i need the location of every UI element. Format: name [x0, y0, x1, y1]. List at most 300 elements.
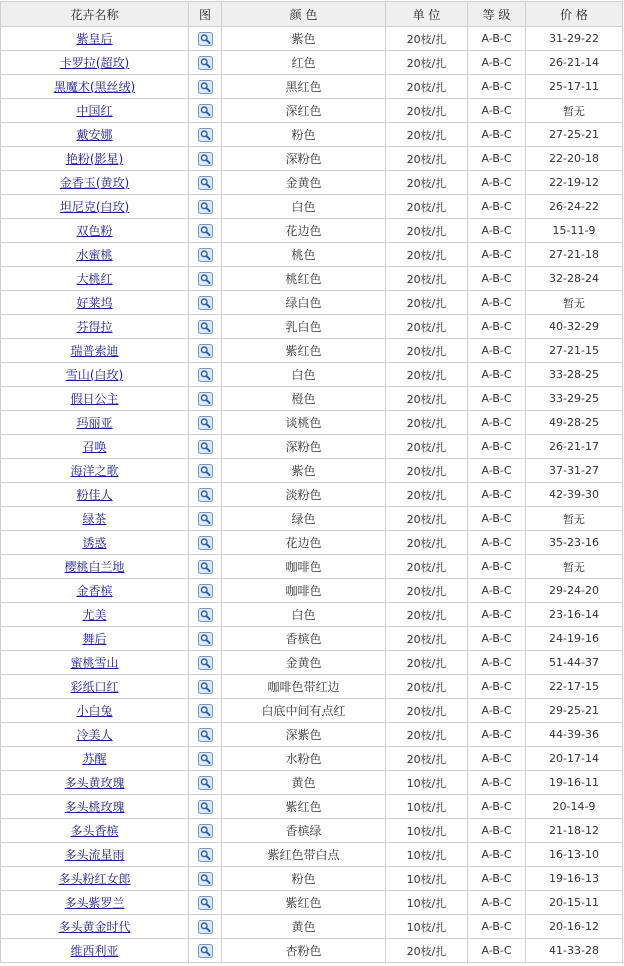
cell-color: 白色 [222, 603, 386, 627]
cell-price: 暂无 [526, 555, 623, 579]
table-row [1, 363, 623, 387]
cell-price: 29-24-20 [526, 579, 623, 603]
cell-flower-name [1, 819, 189, 843]
cell-grade: A-B-C [468, 651, 526, 675]
cell-price: 暂无 [526, 507, 623, 531]
cell-unit: 20枝/扎 [386, 747, 468, 771]
cell-grade: A-B-C [468, 435, 526, 459]
cell-flower-name [1, 123, 189, 147]
magnifier-icon[interactable] [198, 848, 213, 862]
table-row [1, 411, 623, 435]
cell-flower-name [1, 747, 189, 771]
flower-name-link[interactable]: 尤美 [82, 608, 107, 622]
cell-picture [189, 315, 222, 339]
table-row [1, 699, 623, 723]
cell-price: 51-44-37 [526, 651, 623, 675]
cell-flower-name [1, 771, 189, 795]
cell-price: 19-16-11 [526, 771, 623, 795]
cell-price: 26-21-14 [526, 51, 623, 75]
cell-flower-name [1, 27, 189, 51]
cell-grade: A-B-C [468, 723, 526, 747]
flower-name-link[interactable]: 多头黄玫瑰 [64, 776, 125, 790]
cell-unit: 20枝/扎 [386, 627, 468, 651]
cell-picture [189, 699, 222, 723]
cell-grade: A-B-C [468, 603, 526, 627]
flower-name-link[interactable]: 苏醒 [82, 752, 107, 766]
cell-color: 花边色 [222, 219, 386, 243]
cell-grade: A-B-C [468, 555, 526, 579]
magnifier-icon[interactable] [198, 872, 213, 886]
cell-price: 暂无 [526, 291, 623, 315]
cell-picture [189, 147, 222, 171]
flower-name-link[interactable]: 维西利亚 [70, 944, 119, 958]
flower-name-link[interactable]: 中国红 [76, 104, 113, 118]
cell-grade: A-B-C [468, 99, 526, 123]
cell-grade: A-B-C [468, 915, 526, 939]
cell-flower-name [1, 555, 189, 579]
flower-price-table [0, 1, 623, 963]
cell-grade: A-B-C [468, 747, 526, 771]
magnifier-icon[interactable] [198, 608, 213, 622]
table-row [1, 99, 623, 123]
magnifier-icon[interactable] [198, 584, 213, 598]
cell-price: 19-16-13 [526, 867, 623, 891]
cell-color: 白底中间有点红 [222, 699, 386, 723]
cell-price: 22-19-12 [526, 171, 623, 195]
cell-color: 紫红色 [222, 339, 386, 363]
cell-grade: A-B-C [468, 939, 526, 963]
magnifier-icon[interactable] [198, 488, 213, 502]
flower-name-link[interactable]: 雪山(白玫) [65, 368, 124, 382]
cell-color: 金黄色 [222, 171, 386, 195]
cell-flower-name [1, 483, 189, 507]
cell-flower-name [1, 267, 189, 291]
table-row [1, 555, 623, 579]
cell-flower-name [1, 411, 189, 435]
cell-grade: A-B-C [468, 27, 526, 51]
cell-unit: 10枝/扎 [386, 819, 468, 843]
cell-unit: 20枝/扎 [386, 411, 468, 435]
magnifier-icon[interactable] [198, 296, 213, 310]
cell-price: 20-17-14 [526, 747, 623, 771]
flower-name-link[interactable]: 双色粉 [76, 224, 113, 238]
magnifier-icon[interactable] [198, 104, 213, 118]
table-row [1, 171, 623, 195]
magnifier-icon[interactable] [198, 656, 213, 670]
cell-grade: A-B-C [468, 315, 526, 339]
cell-unit: 20枝/扎 [386, 291, 468, 315]
cell-unit: 20枝/扎 [386, 555, 468, 579]
magnifier-icon[interactable] [198, 800, 213, 814]
cell-unit: 20枝/扎 [386, 483, 468, 507]
cell-grade: A-B-C [468, 819, 526, 843]
cell-price: 22-20-18 [526, 147, 623, 171]
table-row [1, 651, 623, 675]
cell-flower-name [1, 219, 189, 243]
cell-price: 35-23-16 [526, 531, 623, 555]
flower-name-link[interactable]: 瑞普索迪 [70, 344, 119, 358]
cell-picture [189, 555, 222, 579]
cell-price: 31-29-22 [526, 27, 623, 51]
cell-unit: 20枝/扎 [386, 939, 468, 963]
cell-picture [189, 795, 222, 819]
cell-flower-name [1, 195, 189, 219]
flower-name-link[interactable]: 金香槟 [76, 584, 113, 598]
cell-flower-name [1, 795, 189, 819]
cell-color: 绿色 [222, 507, 386, 531]
cell-price: 16-13-10 [526, 843, 623, 867]
table-row [1, 603, 623, 627]
table-row [1, 747, 623, 771]
cell-color: 紫红色带白点 [222, 843, 386, 867]
cell-picture [189, 867, 222, 891]
cell-unit: 20枝/扎 [386, 675, 468, 699]
cell-color: 白色 [222, 363, 386, 387]
cell-picture [189, 531, 222, 555]
cell-unit: 20枝/扎 [386, 99, 468, 123]
flower-name-link[interactable]: 假日公主 [70, 392, 119, 406]
table-row [1, 75, 623, 99]
cell-color: 桃红色 [222, 267, 386, 291]
cell-color: 黄色 [222, 915, 386, 939]
cell-color: 紫色 [222, 459, 386, 483]
magnifier-icon[interactable] [198, 368, 213, 382]
header-price: 价 格 [526, 2, 623, 27]
cell-price: 23-16-14 [526, 603, 623, 627]
cell-picture [189, 387, 222, 411]
cell-flower-name [1, 651, 189, 675]
cell-flower-name [1, 315, 189, 339]
table-row [1, 123, 623, 147]
cell-picture [189, 363, 222, 387]
cell-color: 深红色 [222, 99, 386, 123]
cell-picture [189, 627, 222, 651]
flower-name-link[interactable]: 紫皇后 [76, 32, 113, 46]
cell-color: 淡粉色 [222, 483, 386, 507]
magnifier-icon[interactable] [198, 560, 213, 574]
cell-flower-name [1, 387, 189, 411]
header-unit: 单 位 [386, 2, 468, 27]
magnifier-icon[interactable] [198, 632, 213, 646]
cell-price: 27-25-21 [526, 123, 623, 147]
magnifier-icon[interactable] [198, 896, 213, 910]
cell-picture [189, 915, 222, 939]
cell-color: 咖啡色 [222, 555, 386, 579]
cell-picture [189, 579, 222, 603]
cell-unit: 20枝/扎 [386, 651, 468, 675]
cell-unit: 20枝/扎 [386, 603, 468, 627]
cell-flower-name [1, 363, 189, 387]
cell-unit: 20枝/扎 [386, 123, 468, 147]
magnifier-icon[interactable] [198, 224, 213, 238]
cell-unit: 20枝/扎 [386, 243, 468, 267]
cell-unit: 20枝/扎 [386, 507, 468, 531]
table-row [1, 819, 623, 843]
flower-name-link[interactable]: 彩纸口红 [70, 680, 119, 694]
magnifier-icon[interactable] [198, 32, 213, 46]
flower-name-link[interactable]: 诱惑 [82, 536, 107, 550]
cell-picture [189, 459, 222, 483]
cell-unit: 20枝/扎 [386, 171, 468, 195]
cell-picture [189, 51, 222, 75]
cell-price: 32-28-24 [526, 267, 623, 291]
cell-color: 白色 [222, 195, 386, 219]
table-row [1, 51, 623, 75]
cell-grade: A-B-C [468, 243, 526, 267]
magnifier-icon[interactable] [198, 320, 213, 334]
cell-picture [189, 171, 222, 195]
cell-picture [189, 483, 222, 507]
cell-grade: A-B-C [468, 195, 526, 219]
cell-flower-name [1, 891, 189, 915]
cell-unit: 20枝/扎 [386, 363, 468, 387]
cell-price: 21-18-12 [526, 819, 623, 843]
cell-picture [189, 219, 222, 243]
cell-unit: 20枝/扎 [386, 723, 468, 747]
cell-picture [189, 99, 222, 123]
cell-color: 橙色 [222, 387, 386, 411]
table-row [1, 27, 623, 51]
flower-name-link[interactable]: 戴安娜 [76, 128, 113, 142]
cell-picture [189, 195, 222, 219]
cell-price: 24-19-16 [526, 627, 623, 651]
cell-picture [189, 75, 222, 99]
cell-picture [189, 27, 222, 51]
cell-color: 香槟绿 [222, 819, 386, 843]
cell-picture [189, 339, 222, 363]
cell-unit: 20枝/扎 [386, 219, 468, 243]
cell-flower-name [1, 603, 189, 627]
flower-name-link[interactable]: 芬得拉 [76, 320, 113, 334]
cell-flower-name [1, 243, 189, 267]
cell-flower-name [1, 843, 189, 867]
table-row [1, 315, 623, 339]
cell-price: 33-28-25 [526, 363, 623, 387]
cell-color: 谈桃色 [222, 411, 386, 435]
cell-price: 42-39-30 [526, 483, 623, 507]
magnifier-icon[interactable] [198, 344, 213, 358]
cell-color: 黑红色 [222, 75, 386, 99]
table-row [1, 771, 623, 795]
cell-unit: 20枝/扎 [386, 51, 468, 75]
magnifier-icon[interactable] [198, 752, 213, 766]
cell-flower-name [1, 915, 189, 939]
cell-picture [189, 843, 222, 867]
flower-name-link[interactable]: 多头桃玫瑰 [64, 800, 125, 814]
cell-color: 金黄色 [222, 651, 386, 675]
magnifier-icon[interactable] [198, 920, 213, 934]
flower-name-link[interactable]: 卡罗拉(超玫) [59, 56, 130, 70]
magnifier-icon[interactable] [198, 512, 213, 526]
flower-name-link[interactable]: 舞后 [82, 632, 107, 646]
flower-name-link[interactable]: 多头香槟 [70, 824, 119, 838]
cell-grade: A-B-C [468, 219, 526, 243]
flower-name-link[interactable]: 绿茶 [82, 512, 107, 526]
cell-color: 香槟色 [222, 627, 386, 651]
cell-unit: 20枝/扎 [386, 459, 468, 483]
magnifier-icon[interactable] [198, 392, 213, 406]
table-row [1, 843, 623, 867]
cell-unit: 20枝/扎 [386, 435, 468, 459]
cell-grade: A-B-C [468, 675, 526, 699]
cell-price: 26-24-22 [526, 195, 623, 219]
magnifier-icon[interactable] [198, 728, 213, 742]
magnifier-icon[interactable] [198, 416, 213, 430]
cell-grade: A-B-C [468, 387, 526, 411]
flower-name-link[interactable]: 海洋之歌 [70, 464, 119, 478]
flower-name-link[interactable]: 小白兔 [76, 704, 113, 718]
magnifier-icon[interactable] [198, 152, 213, 166]
cell-grade: A-B-C [468, 411, 526, 435]
cell-picture [189, 123, 222, 147]
cell-color: 紫红色 [222, 795, 386, 819]
cell-price: 25-17-11 [526, 75, 623, 99]
magnifier-icon[interactable] [198, 464, 213, 478]
cell-price: 44-39-36 [526, 723, 623, 747]
cell-picture [189, 651, 222, 675]
cell-picture [189, 507, 222, 531]
flower-name-link[interactable]: 金香玉(黄玫) [59, 176, 130, 190]
cell-price: 22-17-15 [526, 675, 623, 699]
cell-flower-name [1, 579, 189, 603]
cell-grade: A-B-C [468, 339, 526, 363]
cell-color: 花边色 [222, 531, 386, 555]
cell-flower-name [1, 51, 189, 75]
table-row [1, 339, 623, 363]
cell-unit: 10枝/扎 [386, 843, 468, 867]
magnifier-icon[interactable] [198, 680, 213, 694]
cell-price: 20-15-11 [526, 891, 623, 915]
magnifier-icon[interactable] [198, 56, 213, 70]
cell-flower-name [1, 627, 189, 651]
cell-flower-name [1, 507, 189, 531]
cell-flower-name [1, 531, 189, 555]
flower-name-link[interactable]: 水蜜桃 [76, 248, 113, 262]
flower-name-link[interactable]: 樱桃白兰地 [64, 560, 125, 574]
cell-grade: A-B-C [468, 531, 526, 555]
magnifier-icon[interactable] [198, 200, 213, 214]
cell-price: 41-33-28 [526, 939, 623, 963]
flower-name-link[interactable]: 坦尼克(白玫) [59, 200, 130, 214]
flower-name-link[interactable]: 玛丽亚 [76, 416, 113, 430]
table-row [1, 483, 623, 507]
magnifier-icon[interactable] [198, 440, 213, 454]
magnifier-icon[interactable] [198, 776, 213, 790]
flower-name-link[interactable]: 多头紫罗兰 [64, 896, 125, 910]
cell-grade: A-B-C [468, 459, 526, 483]
cell-flower-name [1, 339, 189, 363]
cell-picture [189, 435, 222, 459]
magnifier-icon[interactable] [198, 536, 213, 550]
cell-grade: A-B-C [468, 291, 526, 315]
table-row [1, 243, 623, 267]
cell-unit: 10枝/扎 [386, 795, 468, 819]
cell-picture [189, 675, 222, 699]
cell-unit: 20枝/扎 [386, 195, 468, 219]
magnifier-icon[interactable] [198, 944, 213, 958]
cell-unit: 20枝/扎 [386, 75, 468, 99]
cell-picture [189, 243, 222, 267]
flower-name-link[interactable]: 多头流星雨 [64, 848, 125, 862]
cell-color: 咖啡色带红边 [222, 675, 386, 699]
flower-name-link[interactable]: 大桃红 [76, 272, 113, 286]
flower-name-link[interactable]: 多头黄金时代 [58, 920, 131, 934]
table-row [1, 675, 623, 699]
flower-name-link[interactable]: 艳粉(影星) [65, 152, 124, 166]
magnifier-icon[interactable] [198, 704, 213, 718]
header-color: 颜 色 [222, 2, 386, 27]
table-row [1, 795, 623, 819]
flower-name-link[interactable]: 蜜桃雪山 [70, 656, 119, 670]
cell-unit: 20枝/扎 [386, 699, 468, 723]
cell-grade: A-B-C [468, 699, 526, 723]
cell-picture [189, 723, 222, 747]
cell-picture [189, 819, 222, 843]
magnifier-icon[interactable] [198, 80, 213, 94]
cell-unit: 10枝/扎 [386, 915, 468, 939]
cell-color: 乳白色 [222, 315, 386, 339]
magnifier-icon[interactable] [198, 272, 213, 286]
cell-color: 咖啡色 [222, 579, 386, 603]
cell-price: 20-16-12 [526, 915, 623, 939]
flower-name-link[interactable]: 好莱坞 [76, 296, 113, 310]
cell-price: 20-14-9 [526, 795, 623, 819]
flower-name-link[interactable]: 冷美人 [76, 728, 113, 742]
cell-color: 深粉色 [222, 147, 386, 171]
cell-flower-name [1, 867, 189, 891]
table-row [1, 291, 623, 315]
table-row [1, 507, 623, 531]
table-row [1, 939, 623, 963]
cell-grade: A-B-C [468, 75, 526, 99]
cell-unit: 20枝/扎 [386, 579, 468, 603]
cell-picture [189, 891, 222, 915]
cell-color: 紫色 [222, 27, 386, 51]
table-row [1, 723, 623, 747]
table-row [1, 891, 623, 915]
cell-flower-name [1, 291, 189, 315]
cell-grade: A-B-C [468, 891, 526, 915]
cell-grade: A-B-C [468, 483, 526, 507]
cell-color: 红色 [222, 51, 386, 75]
cell-price: 27-21-15 [526, 339, 623, 363]
cell-unit: 20枝/扎 [386, 267, 468, 291]
magnifier-icon[interactable] [198, 176, 213, 190]
cell-price: 暂无 [526, 99, 623, 123]
magnifier-icon[interactable] [198, 824, 213, 838]
flower-name-link[interactable]: 粉佳人 [76, 488, 113, 502]
table-row [1, 459, 623, 483]
table-header-row [1, 2, 623, 27]
cell-unit: 20枝/扎 [386, 147, 468, 171]
cell-price: 27-21-18 [526, 243, 623, 267]
magnifier-icon[interactable] [198, 248, 213, 262]
header-picture: 图 [189, 2, 222, 27]
cell-grade: A-B-C [468, 771, 526, 795]
cell-unit: 10枝/扎 [386, 891, 468, 915]
cell-flower-name [1, 459, 189, 483]
cell-unit: 10枝/扎 [386, 771, 468, 795]
flower-name-link[interactable]: 黑魔术(黑丝绒) [53, 80, 136, 94]
cell-flower-name [1, 147, 189, 171]
cell-color: 深粉色 [222, 435, 386, 459]
cell-grade: A-B-C [468, 795, 526, 819]
flower-name-link[interactable]: 多头粉红女郎 [58, 872, 131, 886]
flower-name-link[interactable]: 召唤 [82, 440, 107, 454]
table-row [1, 915, 623, 939]
cell-grade: A-B-C [468, 123, 526, 147]
magnifier-icon[interactable] [198, 128, 213, 142]
